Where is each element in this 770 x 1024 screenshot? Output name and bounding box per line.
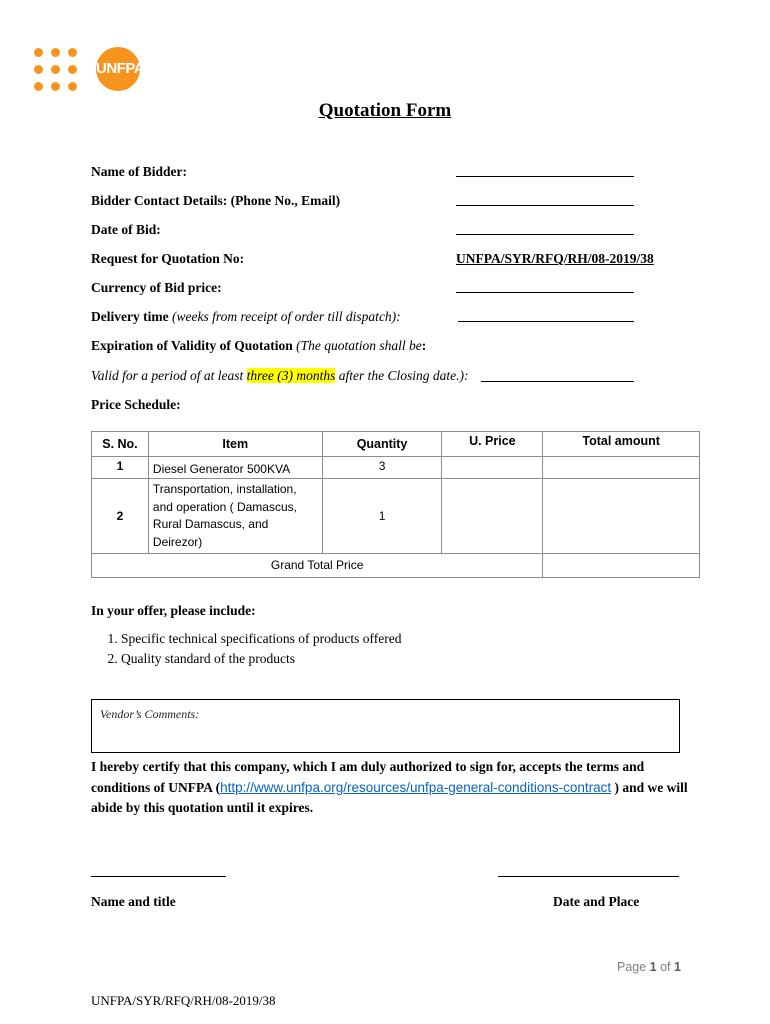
row1-sno: 1	[92, 457, 149, 479]
expiration-label	[91, 338, 426, 354]
signature-line-right	[498, 876, 679, 877]
row1-item: Diesel Generator 500KVA	[148, 457, 322, 479]
name-and-title-label: Name and title	[91, 894, 176, 909]
currency-line	[456, 292, 634, 293]
page-current: 1	[649, 960, 657, 974]
rfq-no-label: Request for Quotation No:	[91, 251, 245, 266]
offer-heading: In your offer, please include:	[91, 603, 256, 618]
validity-post: after the Closing date.):	[335, 368, 469, 383]
offer-list	[91, 629, 402, 669]
row2-sno: 2	[92, 479, 149, 554]
delivery-time-bold: Delivery time	[91, 309, 169, 324]
price-schedule-table	[91, 431, 700, 578]
grand-total-label: Grand Total Price	[92, 554, 543, 578]
grand-total-row	[92, 554, 700, 578]
page-title: Quotation Form	[318, 100, 452, 121]
rfq-no-value: UNFPA/SYR/RFQ/RH/08-2019/38	[456, 251, 654, 266]
unfpa-logo	[34, 44, 145, 94]
contact-details-line	[456, 205, 634, 206]
currency-label: Currency of Bid price:	[91, 280, 222, 295]
delivery-time-line	[458, 321, 634, 322]
certification-pre: I hereby certify that this company, which I am duly authorized to sign for, accepts the terms and conditions of UNFPA (	[91, 759, 645, 795]
header-sno: S. No.	[92, 432, 149, 457]
certification-text	[91, 757, 691, 819]
delivery-time-note: (weeks from receipt of order till dispatch):	[171, 309, 401, 324]
date-of-bid-line	[456, 234, 634, 235]
grand-total-value[interactable]	[543, 554, 700, 578]
expiration-note: (The quotation shall be	[296, 338, 422, 353]
header-item: Item	[148, 432, 322, 457]
page-of: of	[656, 960, 674, 974]
page-prefix: Page	[617, 960, 650, 974]
conditions-link[interactable]: http://www.unfpa.org/resources/unfpa-general-conditions-contract	[220, 779, 612, 795]
logo-text: UNFPA	[96, 60, 145, 77]
list-item: 1. Specific technical specifications of products offered	[121, 629, 402, 649]
name-of-bidder-line	[456, 176, 634, 177]
table-row	[92, 479, 700, 554]
header-total-amount: Total amount	[543, 432, 700, 457]
list-item: 2. Quality standard of the products	[121, 649, 402, 669]
header-quantity: Quantity	[322, 432, 442, 457]
price-schedule-label: Price Schedule:	[91, 397, 181, 412]
vendor-comments-label: Vendor’s Comments:	[100, 707, 200, 721]
name-of-bidder-label: Name of Bidder:	[91, 164, 187, 179]
delivery-time-label	[91, 309, 401, 325]
row2-quantity: 1	[322, 479, 442, 554]
row1-unit-price[interactable]	[442, 457, 543, 479]
row1-total[interactable]	[543, 457, 700, 479]
certification-post: ) and we will abide by this quotation until it expires.	[91, 779, 688, 815]
footer-reference: UNFPA/SYR/RFQ/RH/08-2019/38	[91, 993, 276, 1008]
signature-line-left	[91, 876, 226, 877]
expiration-bold: Expiration of Validity of Quotation	[91, 338, 293, 353]
table-row	[92, 457, 700, 479]
validity-line	[481, 381, 634, 382]
vendor-comments-box[interactable]	[91, 699, 680, 753]
validity-pre: Valid for a period of at least	[91, 368, 247, 383]
expiration-colon: :	[421, 338, 427, 353]
row2-unit-price[interactable]	[442, 479, 543, 554]
page-total: 1	[674, 960, 681, 974]
contact-details-label: Bidder Contact Details: (Phone No., Email)	[91, 193, 341, 208]
table-header-row	[92, 432, 700, 457]
row2-item: Transportation, installation, and operation ( Damascus, Rural Damascus, and Deirezor)	[148, 479, 322, 554]
validity-highlight: three (3) months	[246, 368, 336, 383]
row1-quantity: 3	[322, 457, 442, 479]
header-unit-price: U. Price	[442, 432, 543, 457]
page-number	[617, 960, 681, 974]
date-and-place-label: Date and Place	[553, 894, 640, 909]
date-of-bid-label: Date of Bid:	[91, 222, 161, 237]
row2-total[interactable]	[543, 479, 700, 554]
validity-text	[91, 368, 468, 384]
